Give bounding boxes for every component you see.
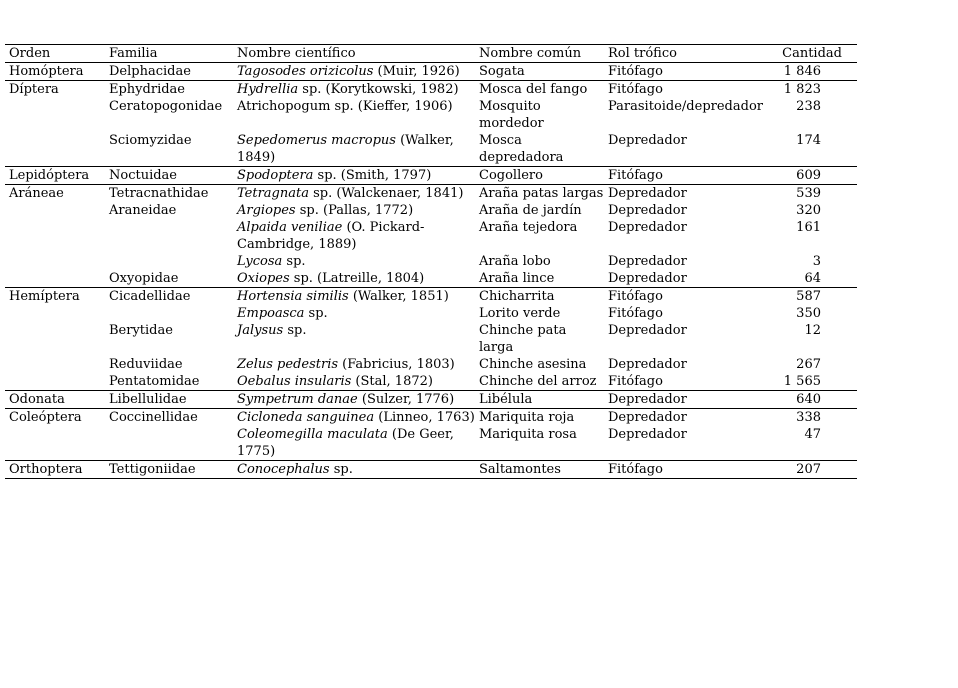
cell-rol-trofico: Fitófago — [608, 289, 663, 304]
cell-rol-trofico: Depredador — [608, 254, 687, 269]
cell-nombre-comun: Libélula — [479, 392, 533, 407]
scientific-name-italic: Hydrellia — [237, 82, 299, 97]
table-row — [5, 426, 857, 461]
cell-nombre-cientifico — [233, 409, 475, 427]
cell-orden — [5, 322, 105, 356]
scientific-name-author: (Stal, 1872) — [351, 374, 433, 389]
cell-nombre-comun: Araña tejedora — [479, 220, 578, 235]
cell-familia — [105, 426, 233, 461]
cell-cantidad: 1 846 — [783, 64, 821, 79]
cell-nombre-comun: Chinche del arroz — [479, 374, 597, 389]
cell-rol-trofico: Parasitoide/depredador — [608, 99, 763, 114]
scientific-name-italic: Oebalus insularis — [237, 374, 352, 389]
cell-familia: Tettigoniidae — [109, 462, 196, 477]
scientific-name-author: sp. — [282, 254, 306, 269]
cell-nombre-cientifico — [233, 167, 475, 185]
cell-cantidad: 1 823 — [783, 82, 821, 97]
col-header-orden: Orden — [9, 46, 51, 61]
scientific-name-italic: Oxiopes — [237, 271, 290, 286]
cell-familia: Delphacidae — [109, 64, 191, 79]
scientific-name-author: (Fabricius, 1803) — [338, 357, 455, 372]
table-row — [5, 63, 857, 81]
cell-cantidad: 267 — [796, 357, 821, 372]
table-row — [5, 288, 857, 306]
cell-nombre-comun: Chinche pata larga — [479, 323, 567, 355]
scientific-name-italic: Tagosodes orizicolus — [237, 64, 374, 79]
cell-orden: Díptera — [9, 82, 59, 97]
cell-orden — [5, 426, 105, 461]
scientific-name-author: sp. — [304, 306, 328, 321]
cell-rol-trofico: Depredador — [608, 357, 687, 372]
table-row — [5, 98, 857, 132]
col-header-nombre-comun: Nombre común — [479, 46, 582, 61]
cell-nombre-cientifico — [233, 461, 475, 479]
cell-rol-trofico: Depredador — [608, 427, 687, 442]
cell-orden — [5, 305, 105, 322]
scientific-name-author: sp. (Walckenaer, 1841) — [308, 186, 464, 201]
cell-nombre-comun: Araña de jardín — [479, 203, 582, 218]
insect-table — [5, 44, 857, 479]
cell-cantidad: 609 — [796, 168, 821, 183]
table-row — [5, 202, 857, 219]
cell-nombre-comun: Mosquito mordedor — [479, 99, 544, 131]
table-row — [5, 167, 857, 185]
scientific-name-italic: Sepedomerus macropus — [237, 133, 396, 148]
cell-nombre-cientifico — [233, 270, 475, 288]
cell-familia — [105, 253, 233, 270]
cell-cantidad: 587 — [796, 289, 821, 304]
cell-nombre-comun: Mosca del fango — [479, 82, 588, 97]
table-row — [5, 356, 857, 373]
cell-nombre-comun: Araña patas largas — [479, 186, 604, 201]
cell-nombre-comun: Mariquita roja — [479, 410, 575, 425]
table-row — [5, 270, 857, 288]
scientific-name-italic: Conocephalus — [237, 462, 330, 477]
cell-orden — [5, 202, 105, 219]
cell-nombre-comun: Mariquita rosa — [479, 427, 577, 442]
cell-nombre-comun: Araña lince — [479, 271, 555, 286]
cell-nombre-comun: Sogata — [479, 64, 525, 79]
scientific-name-author: (Linneo, 1763) — [374, 410, 475, 425]
cell-cantidad: 161 — [796, 220, 821, 235]
cell-orden: Orthoptera — [9, 462, 83, 477]
scientific-name-author: (O. Pickard-Cambridge, 1889) — [237, 220, 425, 252]
cell-familia: Oxyopidae — [109, 271, 179, 286]
scientific-name-italic: Alpaida veniliae — [237, 220, 343, 235]
cell-cantidad: 12 — [804, 323, 821, 338]
cell-cantidad: 174 — [796, 133, 821, 148]
cell-familia: Noctuidae — [109, 168, 178, 183]
cell-rol-trofico: Depredador — [608, 186, 687, 201]
cell-nombre-cientifico — [233, 391, 475, 409]
cell-familia: Reduviidae — [109, 357, 183, 372]
cell-nombre-cientifico — [233, 63, 475, 81]
cell-rol-trofico: Fitófago — [608, 306, 663, 321]
cell-rol-trofico: Fitófago — [608, 374, 663, 389]
header-row — [5, 45, 857, 63]
cell-orden — [5, 132, 105, 167]
scientific-name-author: sp. — [283, 323, 307, 338]
scientific-name-author: sp. — [329, 462, 353, 477]
cell-nombre-cientifico — [233, 356, 475, 373]
table-row — [5, 322, 857, 356]
col-header-cantidad: Cantidad — [782, 46, 842, 61]
cell-familia: Libellulidae — [109, 392, 187, 407]
cell-nombre-comun: Cogollero — [479, 168, 543, 183]
table-body — [5, 63, 857, 479]
cell-nombre-cientifico — [233, 373, 475, 391]
cell-familia: Sciomyzidae — [109, 133, 192, 148]
scientific-name-author: sp. (Pallas, 1772) — [295, 203, 414, 218]
scientific-name-author: (Muir, 1926) — [373, 64, 460, 79]
cell-cantidad: 338 — [796, 410, 821, 425]
cell-cantidad: 1 565 — [783, 374, 821, 389]
cell-nombre-cientifico — [233, 132, 475, 167]
cell-rol-trofico: Depredador — [608, 133, 687, 148]
cell-cantidad: 539 — [796, 186, 821, 201]
cell-rol-trofico: Fitófago — [608, 462, 663, 477]
cell-orden: Aráneae — [9, 186, 64, 201]
col-header-familia: Familia — [109, 46, 158, 61]
cell-nombre-comun: Mosca depredadora — [479, 133, 564, 165]
cell-nombre-cientifico — [233, 305, 475, 322]
cell-familia: Pentatomidae — [109, 374, 200, 389]
cell-nombre-cientifico — [233, 219, 475, 253]
scientific-name-author: (Sulzer, 1776) — [357, 392, 455, 407]
cell-familia — [105, 219, 233, 253]
scientific-name-italic: Sympetrum danae — [237, 392, 358, 407]
cell-familia: Ceratopogonidae — [109, 99, 223, 114]
cell-rol-trofico: Depredador — [608, 410, 687, 425]
scientific-name-italic: Argiopes — [237, 203, 296, 218]
table-row — [5, 409, 857, 427]
scientific-name-italic: Zelus pedestris — [237, 357, 339, 372]
cell-familia: Tetracnathidae — [109, 186, 209, 201]
scientific-name-italic: Hortensia similis — [237, 289, 349, 304]
cell-cantidad: 207 — [796, 462, 821, 477]
cell-orden: Homóptera — [9, 64, 84, 79]
cell-orden: Lepidóptera — [9, 168, 90, 183]
table-row — [5, 219, 857, 253]
cell-cantidad: 640 — [796, 392, 821, 407]
scientific-name-italic: Coleomegilla maculata — [237, 427, 388, 442]
cell-familia: Ephydridae — [109, 82, 185, 97]
cell-orden — [5, 356, 105, 373]
cell-rol-trofico: Depredador — [608, 271, 687, 286]
scientific-name-italic: Cicloneda sanguinea — [237, 410, 375, 425]
cell-orden: Hemíptera — [9, 289, 80, 304]
cell-nombre-cientifico — [233, 322, 475, 356]
scientific-name-italic: Tetragnata — [237, 186, 309, 201]
cell-familia: Coccinellidae — [109, 410, 198, 425]
cell-nombre-comun: Araña lobo — [479, 254, 551, 269]
cell-nombre-cientifico — [233, 185, 475, 203]
cell-cantidad: 64 — [804, 271, 821, 286]
scientific-name-italic: Spodoptera — [237, 168, 314, 183]
cell-orden: Odonata — [9, 392, 65, 407]
cell-rol-trofico: Fitófago — [608, 82, 663, 97]
scientific-name-author: (Walker, 1851) — [348, 289, 449, 304]
cell-rol-trofico: Fitófago — [608, 168, 663, 183]
cell-cantidad: 238 — [796, 99, 821, 114]
table-row — [5, 373, 857, 391]
cell-rol-trofico: Fitófago — [608, 64, 663, 79]
col-header-nombre-cientifico: Nombre científico — [237, 46, 356, 61]
cell-orden — [5, 373, 105, 391]
cell-nombre-comun: Chinche asesina — [479, 357, 587, 372]
cell-cantidad: 320 — [796, 203, 821, 218]
cell-cantidad: 3 — [812, 254, 821, 269]
table-row — [5, 81, 857, 99]
cell-cantidad: 350 — [796, 306, 821, 321]
cell-nombre-comun: Chicharrita — [479, 289, 555, 304]
table-row — [5, 185, 857, 203]
cell-rol-trofico: Depredador — [608, 392, 687, 407]
cell-orden — [5, 219, 105, 253]
cell-orden: Coleóptera — [9, 410, 82, 425]
table-row — [5, 461, 857, 479]
cell-familia: Araneidae — [109, 203, 177, 218]
scientific-name-author: (Walker, 1849) — [237, 133, 454, 165]
cell-nombre-cientifico — [233, 81, 475, 99]
cell-nombre-cientifico — [233, 202, 475, 219]
col-header-rol-trofico: Rol trófico — [608, 46, 677, 61]
scientific-name-author: sp. (Smith, 1797) — [313, 168, 432, 183]
scientific-name-italic: Empoasca — [237, 306, 305, 321]
cell-orden — [5, 98, 105, 132]
scientific-name-author: Atrichopogum sp. (Kieffer, 1906) — [237, 99, 453, 114]
cell-cantidad: 47 — [804, 427, 821, 442]
cell-rol-trofico: Depredador — [608, 220, 687, 235]
cell-familia — [105, 305, 233, 322]
cell-orden — [5, 253, 105, 270]
table-row — [5, 305, 857, 322]
table-row — [5, 391, 857, 409]
table-row — [5, 253, 857, 270]
scientific-name-author: sp. (Korytkowski, 1982) — [298, 82, 459, 97]
cell-nombre-cientifico — [233, 426, 475, 461]
cell-nombre-comun: Lorito verde — [479, 306, 561, 321]
cell-familia: Cicadellidae — [109, 289, 191, 304]
cell-familia: Berytidae — [109, 323, 173, 338]
cell-nombre-cientifico — [233, 98, 475, 132]
cell-rol-trofico: Depredador — [608, 323, 687, 338]
scientific-name-italic: Jalysus — [237, 323, 284, 338]
cell-nombre-comun: Saltamontes — [479, 462, 561, 477]
cell-orden — [5, 270, 105, 288]
table-row — [5, 132, 857, 167]
scientific-name-author: sp. (Latreille, 1804) — [289, 271, 425, 286]
cell-nombre-cientifico — [233, 288, 475, 306]
scientific-name-italic: Lycosa — [237, 254, 283, 269]
cell-rol-trofico: Depredador — [608, 203, 687, 218]
cell-nombre-cientifico — [233, 253, 475, 270]
scientific-name-author: (De Geer, 1775) — [237, 427, 454, 459]
